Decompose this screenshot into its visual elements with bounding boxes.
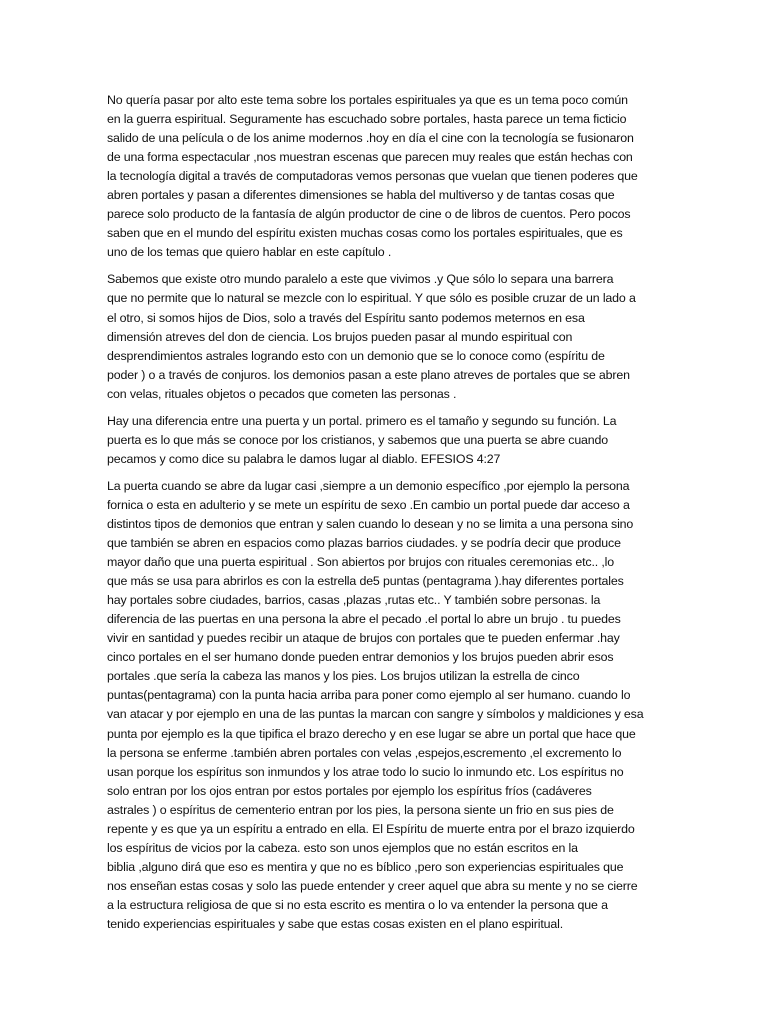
text-line: hay portales sobre ciudades, barrios, casas ,plazas ,rutas etc.. Y también sobre personas. la (107, 593, 601, 608)
text-line: puntas(pentagrama) con la punta hacia arriba para poner como ejemplo al ser humano. cuando lo (107, 688, 631, 703)
text-line: que también se abren en espacios como plazas barrios ciudades. y se podría decir que produce (107, 536, 621, 551)
paragraph-3 (107, 412, 667, 469)
text-line: desprendimientos astrales logrando esto con un demonio que se lo conoce como (espíritu de (107, 348, 605, 363)
paragraph-4 (107, 477, 667, 934)
text-line: dimensión atreves del don de ciencia. Los brujos pueden pasar al mundo espiritual con (107, 329, 573, 344)
text-line: Hay una diferencia entre una puerta y un portal. primero es el tamaño y segundo su función. La (107, 413, 617, 428)
paragraph-1 (107, 91, 667, 262)
text-line: diferencia de las puertas en una persona la abre el pecado .el portal lo abre un brujo . tu puedes (107, 612, 621, 627)
text-line: punta por ejemplo es la que tipifica el brazo derecho y en ese lugar se abre un portal que hace que (107, 726, 636, 741)
text-line: el otro, si somos hijos de Dios, solo a través del Espíritu santo podemos meternos en esa (107, 310, 585, 325)
text-line: mayor daño que una puerta espiritual . Son abiertos por brujos con rituales ceremonias etc.. ,lo (107, 555, 614, 570)
document-page (107, 91, 667, 942)
text-line: tenido experiencias espirituales y sabe que estas cosas existen en el plano espiritual. (107, 916, 564, 931)
text-line: cinco portales en el ser humano donde pueden entrar demonios y los brujos pueden abrir esos (107, 650, 614, 665)
text-line: nos enseñan estas cosas y solo las puede entender y creer aquel que abra su mente y no se cierre (107, 878, 638, 893)
text-line: la tecnología digital a través de computadoras vemos personas que vuelan que tienen poderes que (107, 169, 638, 184)
text-line: que más se usa para abrirlos es con la estrella de5 puntas (pentagrama ).hay diferentes portales (107, 574, 624, 589)
text-line: parece solo producto de la fantasía de algún productor de cine o de libros de cuentos. Pero pocos (107, 207, 631, 222)
text-line: poder ) o a través de conjuros. los demonios pasan a este plano atreves de portales que se abren (107, 367, 630, 382)
text-line: de una forma espectacular ,nos muestran escenas que parecen muy reales que están hechas con (107, 150, 633, 165)
text-line: la persona se enferme .también abren portales con velas ,espejos,escremento ,el excremento lo (107, 745, 622, 760)
text-line: pecamos y como dice su palabra le damos lugar al diablo. EFESIOS 4:27 (107, 451, 501, 466)
text-line: abren portales y pasan a diferentes dimensiones se habla del multiverso y de tantas cosas que (107, 188, 615, 203)
text-line: van atacar y por ejemplo en una de las puntas la marcan con sangre y símbolos y maldiciones y esa (107, 707, 644, 722)
text-line: usan porque los espíritus son inmundos y los atrae todo lo sucio lo inmundo etc. Los espíritus no (107, 764, 624, 779)
text-line: fornica o esta en adulterio y se mete un espíritu de sexo .En cambio un portal puede dar acceso a (107, 497, 630, 512)
text-line: uno de los temas que quiero hablar en este capítulo . (107, 245, 392, 260)
paragraph-2 (107, 270, 667, 403)
text-line: solo entran por los ojos entran por estos portales por ejemplo los espíritus fríos (cadáveres (107, 783, 592, 798)
text-line: salido de una película o de los anime modernos .hoy en día el cine con la tecnología se fusionaron (107, 131, 634, 146)
text-line: astrales ) o espíritus de cementerio entran por los pies, la persona siente un frio en sus pies de (107, 802, 614, 817)
text-line: a la estructura religiosa de que si no esta escrito es mentira o lo va entender la persona que a (107, 897, 608, 912)
text-line: saben que en el mundo del espíritu existen muchas cosas como los portales espirituales, que es (107, 226, 623, 241)
text-line: La puerta cuando se abre da lugar casi ,siempre a un demonio específico ,por ejemplo la persona (107, 478, 630, 493)
text-line: vivir en santidad y puedes recibir un ataque de brujos con portales que te pueden enfermar .hay (107, 631, 620, 646)
text-line: puerta es lo que más se conoce por los cristianos, y sabemos que una puerta se abre cuando (107, 432, 609, 447)
text-line: distintos tipos de demonios que entran y salen cuando lo desean y no se limita a una persona sino (107, 516, 634, 531)
text-line: que no permite que lo natural se mezcle con lo espiritual. Y que sólo es posible cruzar de un lado a (107, 291, 636, 306)
text-line: con velas, rituales objetos o pecados que cometen las personas . (107, 386, 457, 401)
text-line: Sabemos que existe otro mundo paralelo a este que vivimos .y Que sólo lo separa una barrera (107, 272, 614, 287)
text-line: biblia ,alguno dirá que eso es mentira y que no es bíblico ,pero son experiencias espirituales que (107, 859, 624, 874)
text-line: portales .que sería la cabeza las manos y los pies. Los brujos utilizan la estrella de cinco (107, 669, 580, 684)
text-line: en la guerra espiritual. Seguramente has escuchado sobre portales, hasta parece un tema ficticio (107, 112, 627, 127)
text-line: los espíritus de vicios por la cabeza. esto son unos ejemplos que no están escritos en la (107, 840, 578, 855)
text-line: No quería pasar por alto este tema sobre los portales espirituales ya que es un tema poco común (107, 93, 628, 107)
text-line: repente y es que ya un espíritu a entrado en ella. El Espíritu de muerte entra por el brazo izquierdo (107, 821, 635, 836)
